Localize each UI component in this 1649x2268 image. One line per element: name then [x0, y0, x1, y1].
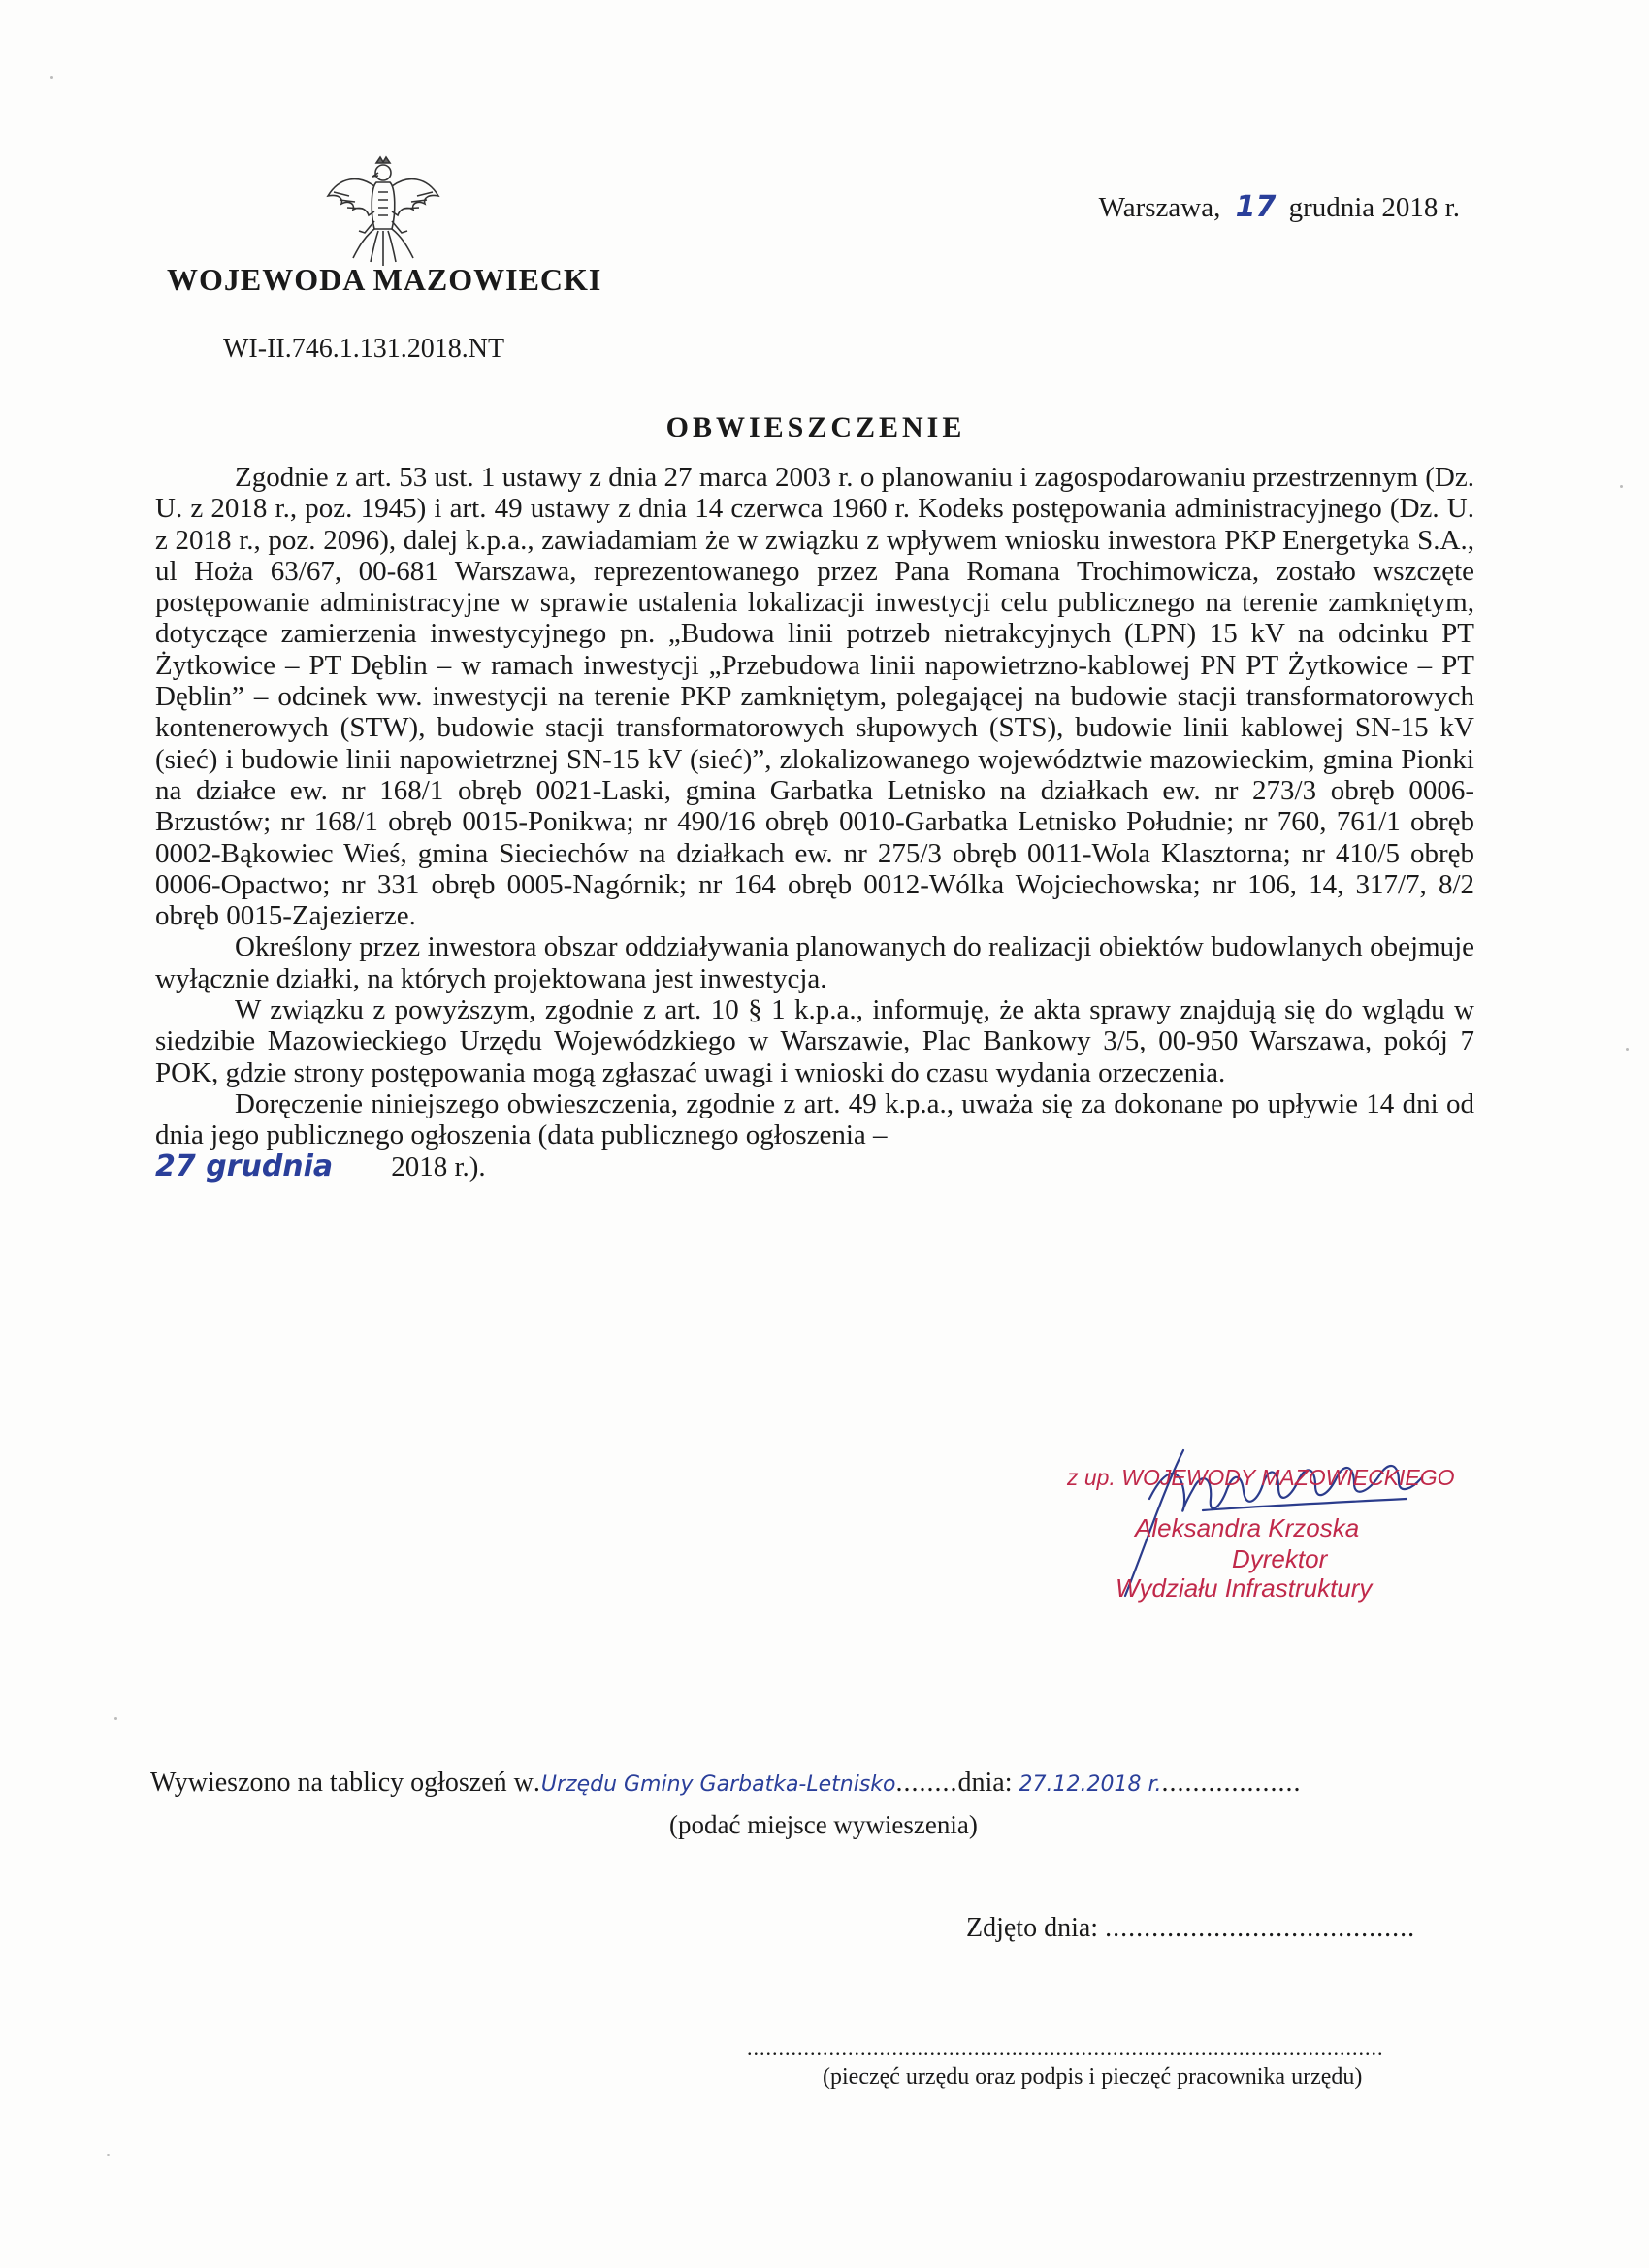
scan-speck — [114, 1717, 117, 1720]
posted-label: Wywieszono na tablicy ogłoszeń w — [150, 1767, 534, 1798]
scan-speck — [1626, 1048, 1629, 1051]
handwritten-posted-place: Urzędu Gminy Garbatka-Letnisko — [540, 1772, 896, 1797]
posted-date-label: dnia: — [957, 1767, 1013, 1798]
publication-date-suffix: 2018 r.). — [391, 1150, 486, 1183]
handwritten-publication-date: 27 grudnia — [155, 1149, 334, 1183]
document-body — [155, 462, 1474, 1183]
stamp-signatory-name: Aleksandra Krzoska — [1135, 1513, 1360, 1542]
posted-place-hint: (podać miejsce wywieszenia) — [669, 1810, 978, 1839]
stamp-signatory-role: Dyrektor — [1232, 1544, 1328, 1573]
paragraph-legal-basis: Zgodnie z art. 53 ust. 1 ustawy z dnia 27 marca 2003 r. o planowaniu i zagospodarowaniu przestrzennym (Dz. U. z 2018 r., poz. 1945) i art. 49 ustawy z dnia 14 czerwca 1960 r. Kodeks postępowania administracyjnego (Dz. U. z 2018 r., poz. 2096), dalej k.p.a., zawiadamiam że w związku z wpływem wniosku inwestora PKP Energetyka S.A., ul Hoża 63/67, 00-681 Warszawa, reprezentowanego przez Pana Romana Trochimowicza, zostało wszczęte postępowanie administracyjne w sprawie ustalenia lokalizacji inwestycji celu publicznego na terenie zamkniętym, dotyczące zamierzenia inwestycyjnego pn. „Budowa linii potrzeb nietrakcyjnych (LPN) 15 kV na odcinku PT Żytkowice – PT Dęblin – w ramach inwestycji „Przebudowa linii napowietrzno-kablowej PN PT Żytkowice – PT Dęblin” – odcinek ww. inwestycji na terenie PKP zamkniętym, polegającej na budowie stacji transformatorowych kontenerowych (STW), budowie stacji transformatorowych słupowych (STS), budowie linii kablowej SN-15 kV (sieć) i budowie linii napowietrznej SN-15 kV (sieć)”, zlokalizowanego województwie mazowieckim, gmina Pionki na działce ew. nr 168/1 obręb 0021-Laski, gmina Garbatka Letnisko na działkach ew. nr 273/3 obręb 0006-Brzustów; nr 168/1 obręb 0015-Ponikwa; nr 490/16 obręb 0010-Garbatka Letnisko Południe; nr 760, 761/1 obręb 0002-Bąkowiec Wieś, gmina Sieciechów na działkach ew. nr 275/3 obręb 0011-Wola Klasztorna; nr 410/5 obręb 0006-Opactwo; nr 331 obręb 0005-Nagórnik; nr 164 obręb 0012-Wólka Wojciechowska; nr 106, 14, 317/7, 8/2 obręb 0015-Zajezierze. — [155, 462, 1474, 932]
scan-speck — [1620, 485, 1623, 488]
document-title: OBWIESZCZENIE — [665, 411, 966, 443]
signature-dotted-line: ..................................................................................................... — [747, 2035, 1384, 2059]
place-prefix: Warszawa, — [1098, 192, 1221, 223]
stamp-department: Wydziału Infrastruktury — [1116, 1573, 1373, 1603]
handwritten-day: 17 — [1235, 190, 1277, 224]
publication-date-line — [155, 1151, 1474, 1183]
posted-on-board-row: Wywieszono na tablicy ogłoszeń w.Urzędu Gminy Garbatka-Letnisko........dnia: 27.12.2018 r................... — [150, 1767, 1302, 1798]
removed-label: Zdjęto dnia: — [966, 1913, 1099, 1943]
polish-eagle-emblem-icon — [320, 153, 446, 275]
scan-speck — [107, 2154, 110, 2156]
removed-date-row: Zdjęto dnia: ........................................ — [966, 1913, 1416, 1943]
date-suffix: grudnia 2018 r. — [1288, 192, 1460, 223]
reference-number: WI-II.746.1.131.2018.NT — [223, 334, 505, 364]
place-and-date — [1099, 190, 1460, 224]
signature-hint: (pieczęć urzędu oraz podpis i pieczęć pracownika urzędu) — [823, 2064, 1363, 2090]
issuing-authority: WOJEWODA MAZOWIECKI — [167, 262, 602, 297]
handwritten-posted-date: 27.12.2018 r. — [1018, 1772, 1162, 1797]
paragraph-delivery: Doręczenie niniejszego obwieszczenia, zgodnie z art. 49 k.p.a., uważa się za dokonane po upływie 14 dni od dnia jego publicznego ogłoszenia (data publicznego ogłoszenia – — [155, 1087, 1474, 1151]
paragraph-impact-area: Określony przez inwestora obszar oddziaływania planowanych do realizacji obiektów budowlanych obejmuje wyłącznie działki, na których projektowana jest inwestycja. — [155, 931, 1474, 994]
stamp-authorization: z up. WOJEWODY MAZOWIECKIEGO — [1067, 1465, 1455, 1490]
scan-speck — [50, 76, 53, 79]
paragraph-case-files: W związku z powyższym, zgodnie z art. 10 § 1 k.p.a., informuję, że akta sprawy znajdują się do wglądu w siedzibie Mazowieckiego Urzędu Wojewódzkiego w Warszawie, Plac Bankowy 3/5, 00-950 Warszawa, pokój 7 POK, gdzie strony postępowania mogą zgłaszać uwagi i wnioski do czasu wydania orzeczenia. — [155, 994, 1474, 1088]
